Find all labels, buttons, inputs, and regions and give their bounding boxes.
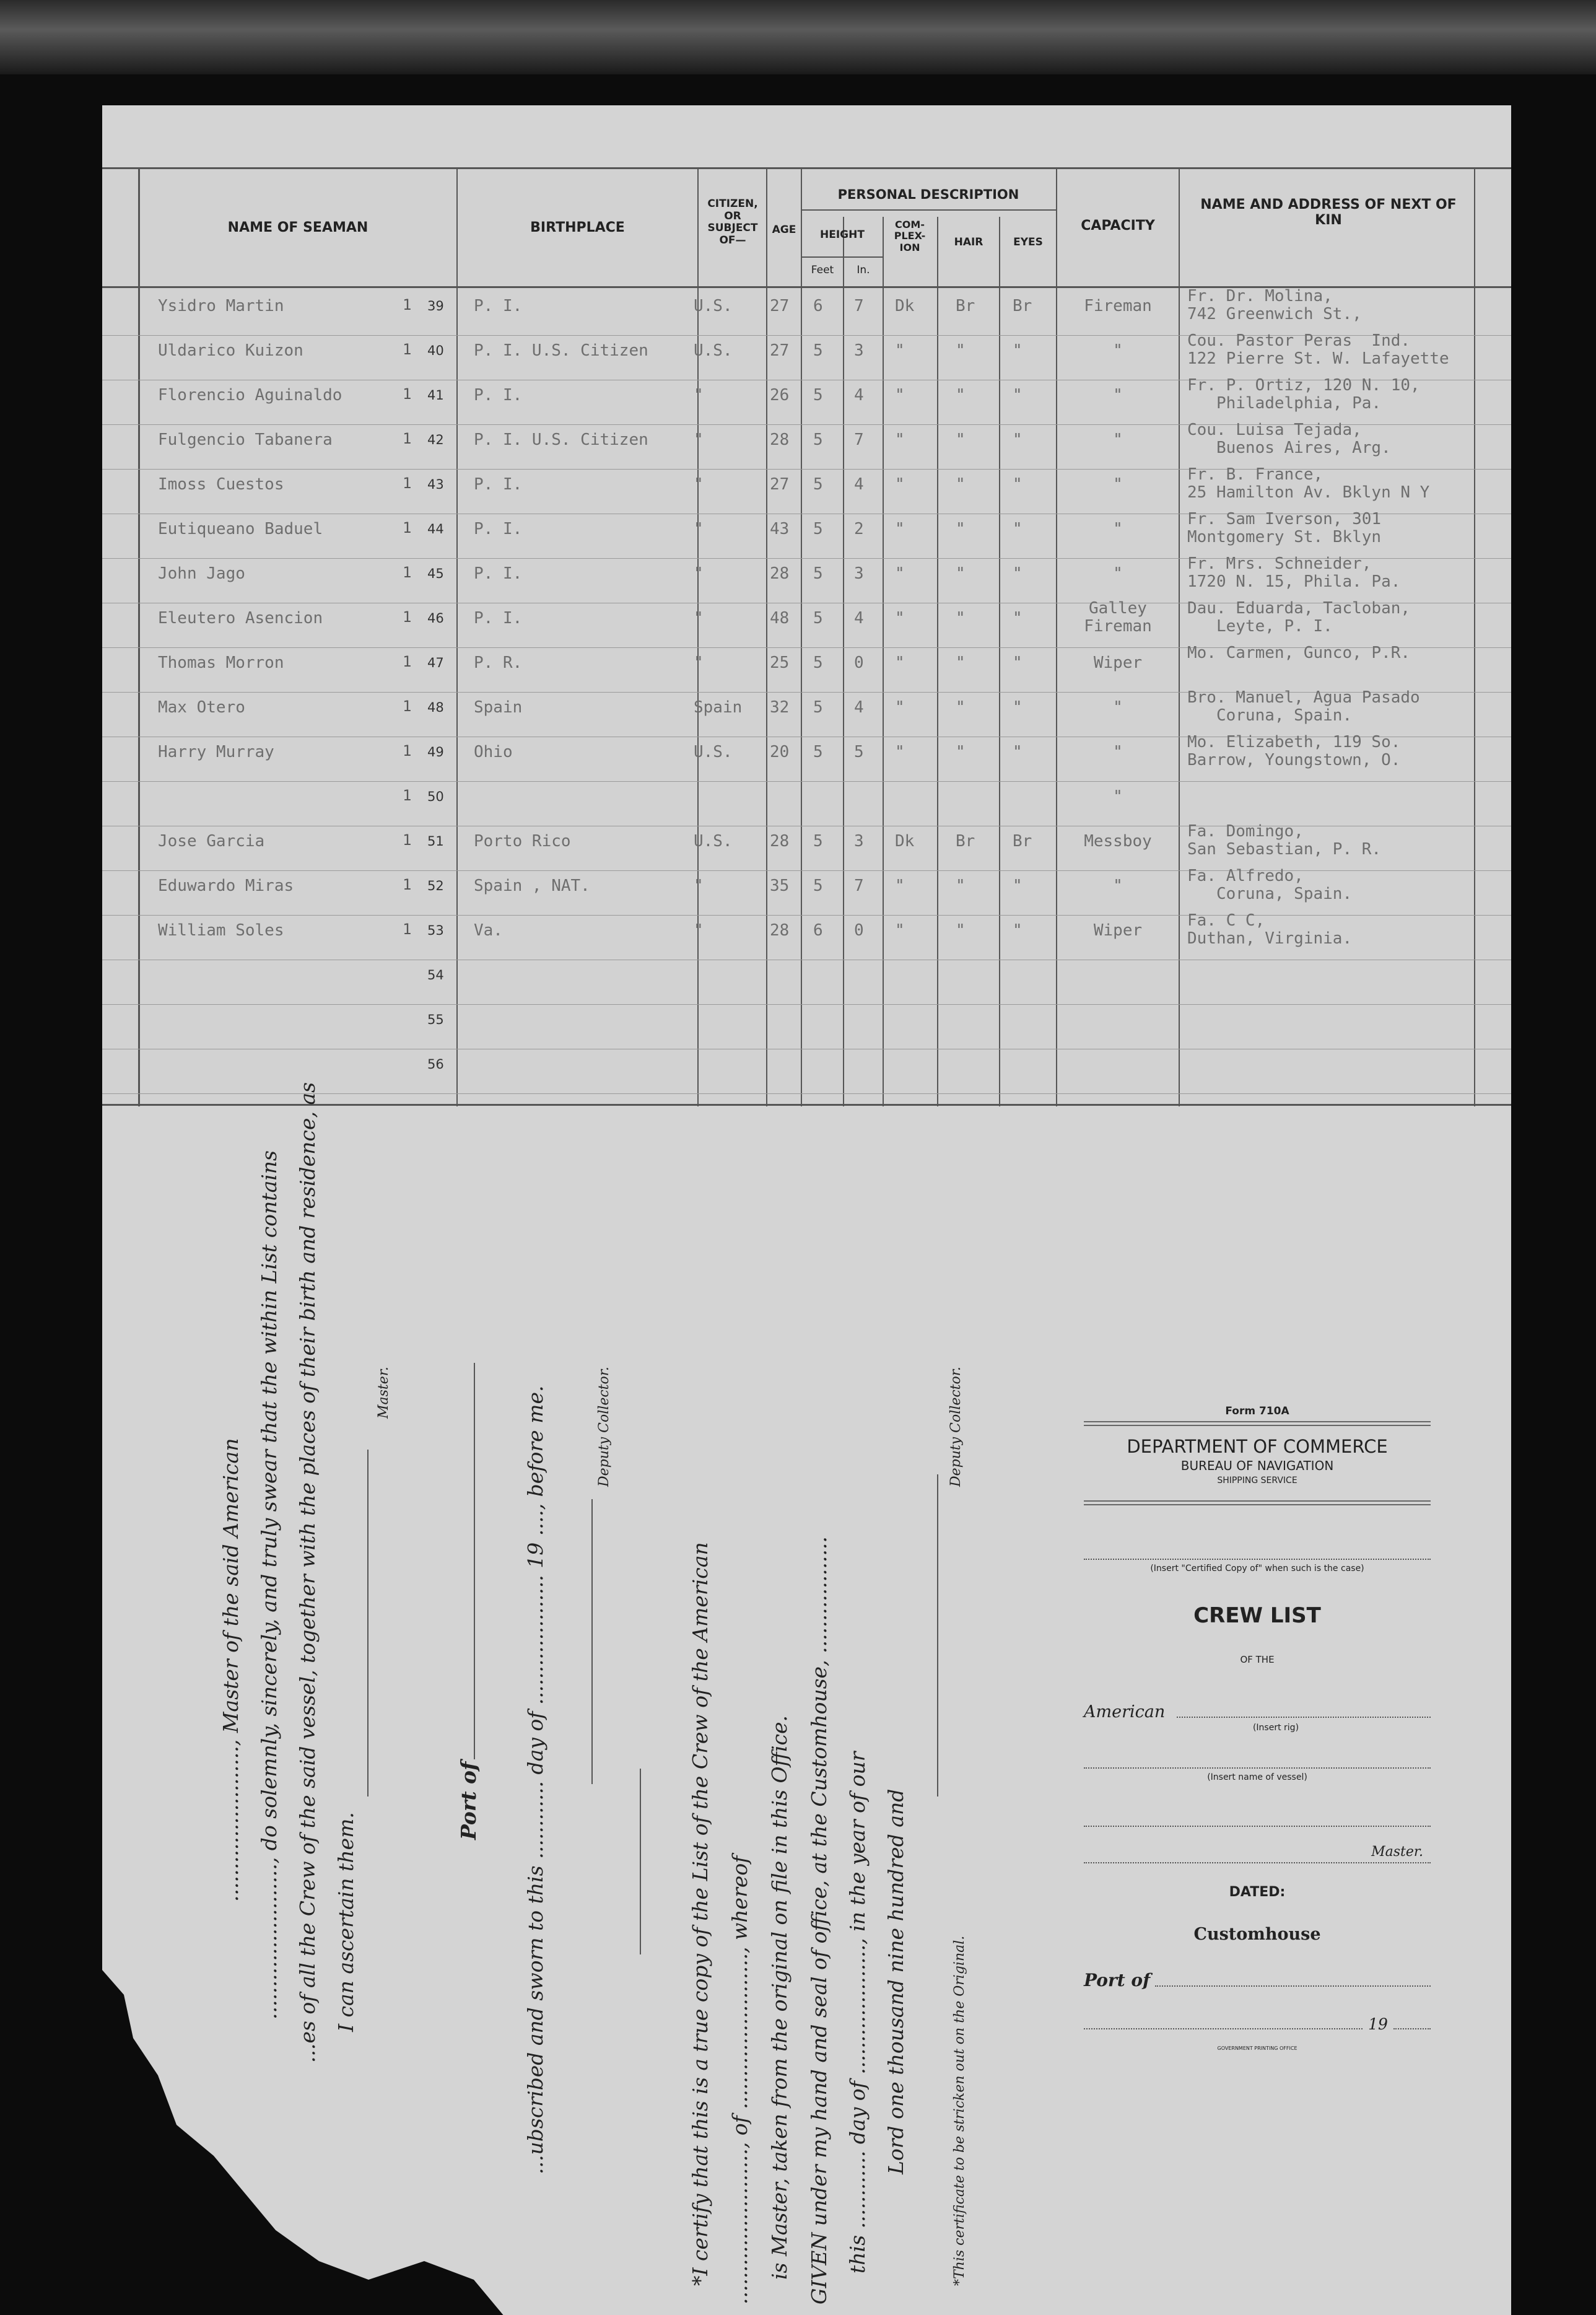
cell-feet: 5 — [813, 609, 823, 628]
cell-eyes: " — [1013, 877, 1023, 895]
cell-hair: " — [956, 475, 966, 494]
header-complexion: COM- PLEX- ION — [894, 219, 926, 253]
cell-capacity: " — [1113, 520, 1123, 538]
cell-hair: " — [956, 743, 966, 761]
cell-name: Florencio Aguinaldo — [158, 386, 342, 405]
cell-complexion: " — [895, 341, 905, 360]
oath-line-3: ...es of all the Crew of the said vessel, together with the places of their birth and residence, as — [295, 1082, 320, 2063]
cell-hair: " — [956, 877, 966, 895]
cell-number: 45 — [427, 566, 444, 581]
cell-capacity: Galley Fireman — [1084, 599, 1152, 636]
service-name: SHIPPING SERVICE — [1217, 1476, 1297, 1486]
insert-vessel-note: (Insert name of vessel) — [1207, 1772, 1307, 1782]
cell-age: 28 — [770, 431, 790, 449]
table-row — [102, 688, 1511, 736]
cell-age: 20 — [770, 743, 790, 761]
cell-next-of-kin: Fr. B. France, 25 Hamilton Av. Bklyn N Y — [1187, 465, 1430, 502]
oath-port-of: Port of — [456, 1761, 481, 1840]
cert-line-4: GIVEN under my hand and seal of office, at the Customhouse, .................. — [807, 1536, 831, 2304]
cert-line-1: *I certify that this is a true copy of the List of the Crew of the American — [688, 1542, 712, 2286]
cell-capacity: " — [1113, 564, 1123, 583]
cell-feet: 5 — [813, 341, 823, 360]
cell-one: 1 — [403, 385, 412, 403]
cell-hair: " — [956, 609, 966, 628]
header-name: NAME OF SEAMAN — [227, 220, 368, 235]
cell-complexion: " — [895, 431, 905, 449]
table-row — [102, 960, 1511, 1004]
cell-one: 1 — [403, 341, 412, 358]
cell-one: 1 — [403, 742, 412, 759]
cell-capacity: " — [1113, 787, 1123, 806]
oath-line-2: ........................, do solemnly, sincerely, and truly swear that the within List contains — [257, 1150, 281, 2020]
header-hair: HAIR — [954, 236, 983, 248]
cell-complexion: " — [895, 520, 905, 538]
header-feet: Feet — [811, 264, 834, 276]
cell-citizen: U.S. — [694, 832, 733, 851]
table-row — [102, 867, 1511, 914]
cell-age: 35 — [770, 877, 790, 895]
cert-line-2: ........................, of ........................, whereof — [728, 1855, 752, 2304]
cell-name: Uldarico Kuizon — [158, 341, 303, 360]
cell-capacity: Wiper — [1093, 654, 1143, 672]
table-row — [102, 554, 1511, 602]
cell-number: 48 — [427, 700, 444, 715]
cell-inches: 4 — [854, 698, 864, 717]
cell-next-of-kin: Fa. Alfredo, Coruna, Spain. — [1187, 867, 1353, 903]
year-label: 19 — [1368, 2015, 1388, 2033]
cell-citizen: U.S. — [694, 297, 733, 315]
table-row — [102, 421, 1511, 468]
cell-citizen: U.S. — [694, 743, 733, 761]
cell-feet: 5 — [813, 877, 823, 895]
cert-line-5: this ............ day of ...................., in the year of our — [845, 1751, 870, 2273]
table-row — [102, 287, 1511, 335]
table-row — [102, 822, 1511, 870]
cell-one: 1 — [403, 831, 412, 849]
cell-number: 41 — [427, 388, 444, 403]
cell-inches: 2 — [854, 520, 864, 538]
cell-number: 42 — [427, 432, 444, 447]
cell-number: 39 — [427, 299, 444, 313]
table-row — [102, 782, 1511, 825]
cell-one: 1 — [403, 653, 412, 670]
cell-feet: 6 — [813, 921, 823, 940]
cell-number: 49 — [427, 745, 444, 759]
master-field-label: Master. — [1371, 1844, 1423, 1860]
cell-one: 1 — [403, 564, 412, 581]
header-personal-description: PERSONAL DESCRIPTION — [837, 187, 1019, 202]
cell-age: 28 — [770, 832, 790, 851]
cell-capacity: " — [1113, 431, 1123, 449]
oath-line-4: I can ascertain them. — [334, 1812, 358, 2032]
table-row — [102, 1005, 1511, 1048]
insert-certified-note: (Insert "Certified Copy of" when such is the case) — [1150, 1564, 1364, 1573]
cell-next-of-kin: Cou. Luisa Tejada, Buenos Aires, Arg. — [1187, 421, 1391, 457]
cell-eyes: " — [1013, 654, 1023, 672]
cell-complexion: " — [895, 386, 905, 405]
cell-eyes: " — [1013, 921, 1023, 940]
cell-number: 40 — [427, 343, 444, 358]
cell-birthplace: P. I. — [474, 386, 523, 405]
cell-next-of-kin: Mo. Carmen, Gunco, P.R. — [1187, 644, 1411, 662]
cell-birthplace: Porto Rico — [474, 832, 571, 851]
dated-label: DATED: — [1229, 1884, 1286, 1900]
cell-inches: 4 — [854, 386, 864, 405]
cell-number: 53 — [427, 923, 444, 938]
cell-feet: 5 — [813, 386, 823, 405]
cell-complexion: Dk — [895, 832, 915, 851]
header-age: AGE — [772, 224, 796, 236]
form-cover — [1084, 1405, 1431, 2051]
cell-complexion: " — [895, 609, 905, 628]
cell-eyes: " — [1013, 386, 1023, 405]
of-the-label: OF THE — [1240, 1654, 1275, 1665]
printing-office: GOVERNMENT PRINTING OFFICE — [1217, 2046, 1297, 2051]
scanner-top-edge — [0, 0, 1596, 74]
cell-eyes: " — [1013, 564, 1023, 583]
cell-complexion: " — [895, 564, 905, 583]
cell-inches: 3 — [854, 564, 864, 583]
cell-complexion: " — [895, 698, 905, 717]
cell-feet: 5 — [813, 520, 823, 538]
cell-birthplace: Va. — [474, 921, 503, 940]
cell-one: 1 — [403, 921, 412, 938]
cell-number: 44 — [427, 522, 444, 536]
cell-age: 28 — [770, 921, 790, 940]
cell-hair: " — [956, 386, 966, 405]
header-eyes: EYES — [1013, 236, 1043, 248]
deputy-signature-line-1 — [591, 1499, 593, 1784]
table-row — [102, 911, 1511, 959]
cell-eyes: " — [1013, 743, 1023, 761]
cell-age: 27 — [770, 297, 790, 315]
cell-birthplace: P. I. — [474, 520, 523, 538]
cell-one: 1 — [403, 296, 412, 313]
cell-feet: 5 — [813, 832, 823, 851]
cell-complexion: " — [895, 743, 905, 761]
crew-table — [102, 167, 1511, 1106]
cell-age: 48 — [770, 609, 790, 628]
cell-hair: " — [956, 654, 966, 672]
cell-feet: 6 — [813, 297, 823, 315]
cell-citizen: " — [694, 475, 704, 494]
cell-hair: " — [956, 921, 966, 940]
cell-next-of-kin: Fr. P. Ortiz, 120 N. 10, Philadelphia, Pa. — [1187, 376, 1420, 413]
cell-capacity: " — [1113, 475, 1123, 494]
cell-name: Harry Murray — [158, 743, 274, 761]
cell-citizen: " — [694, 877, 704, 895]
table-row — [102, 733, 1511, 781]
cell-birthplace: P. I. U.S. Citizen — [474, 431, 648, 449]
cell-capacity: " — [1113, 386, 1123, 405]
header-inches: In. — [857, 264, 870, 276]
cell-number: 54 — [427, 968, 444, 982]
table-row — [102, 465, 1511, 513]
cell-name: John Jago — [158, 564, 245, 583]
cell-birthplace: P. I. — [474, 609, 523, 628]
cell-next-of-kin: Fr. Mrs. Schneider, 1720 N. 15, Phila. Pa. — [1187, 554, 1401, 591]
cell-eyes: " — [1013, 431, 1023, 449]
cell-citizen: " — [694, 386, 704, 405]
cell-inches: 0 — [854, 654, 864, 672]
cell-inches: 3 — [854, 341, 864, 360]
oath-line-1: ........................, Master of the said American — [219, 1438, 243, 1902]
port-of-line — [474, 1363, 475, 1759]
bureau-name: BUREAU OF NAVIGATION — [1180, 1458, 1334, 1473]
cell-age: 43 — [770, 520, 790, 538]
customhouse-label: Customhouse — [1193, 1925, 1321, 1944]
header-next-of-kin: NAME AND ADDRESS OF NEXT OF KIN — [1200, 197, 1457, 229]
cell-citizen: " — [694, 564, 704, 583]
cell-one: 1 — [403, 475, 412, 492]
cell-age: 26 — [770, 386, 790, 405]
cell-number: 52 — [427, 878, 444, 893]
cell-one: 1 — [403, 430, 412, 447]
cell-eyes: " — [1013, 341, 1023, 360]
cell-age: 28 — [770, 564, 790, 583]
cell-name: Eleutero Asencion — [158, 609, 323, 628]
cell-inches: 3 — [854, 832, 864, 851]
cell-birthplace: P. I. — [474, 475, 523, 494]
cell-inches: 4 — [854, 475, 864, 494]
cell-birthplace: P. I. — [474, 297, 523, 315]
cell-inches: 7 — [854, 297, 864, 315]
cell-citizen: " — [694, 431, 704, 449]
cell-hair: " — [956, 564, 966, 583]
cell-one: 1 — [403, 698, 412, 715]
cell-one: 1 — [403, 608, 412, 626]
cell-capacity: " — [1113, 877, 1123, 895]
cell-next-of-kin: Dau. Eduarda, Tacloban, Leyte, P. I. — [1187, 599, 1411, 636]
cert-line-3: is Master, taken from the original on file in this Office. — [767, 1715, 791, 2280]
cell-complexion: " — [895, 877, 905, 895]
header-citizen: CITIZEN, OR SUBJECT OF— — [707, 198, 758, 247]
cell-complexion: Dk — [895, 297, 915, 315]
cell-age: 27 — [770, 475, 790, 494]
cell-birthplace: P. R. — [474, 654, 523, 672]
cell-feet: 5 — [813, 564, 823, 583]
cell-next-of-kin: Cou. Pastor Peras Ind. 122 Pierre St. W. Lafayette — [1187, 331, 1449, 368]
header-height: HEIGHT — [820, 229, 865, 241]
cell-number: 56 — [427, 1057, 444, 1072]
cell-name: Imoss Cuestos — [158, 475, 284, 494]
cell-complexion: " — [895, 475, 905, 494]
cell-next-of-kin: Fa. Domingo, San Sebastian, P. R. — [1187, 822, 1382, 859]
deputy-label-1: Deputy Collector. — [596, 1367, 612, 1487]
cell-name: William Soles — [158, 921, 284, 940]
cell-eyes: Br — [1013, 832, 1032, 851]
cell-name: Ysidro Martin — [158, 297, 284, 315]
cell-birthplace: P. I. U.S. Citizen — [474, 341, 648, 360]
cell-one: 1 — [403, 519, 412, 536]
cell-complexion: " — [895, 654, 905, 672]
cell-eyes: " — [1013, 475, 1023, 494]
american-label: American — [1084, 1702, 1166, 1722]
divider — [640, 1769, 641, 1954]
cell-inches: 4 — [854, 609, 864, 628]
cert-footnote: *This certificate to be stricken out on the Original. — [952, 1935, 967, 2286]
cell-eyes: " — [1013, 609, 1023, 628]
cell-birthplace: P. I. — [474, 564, 523, 583]
cell-hair: Br — [956, 832, 975, 851]
cell-number: 46 — [427, 611, 444, 626]
cell-capacity: Messboy — [1084, 832, 1152, 851]
cell-eyes: " — [1013, 698, 1023, 717]
table-row — [102, 376, 1511, 424]
cell-next-of-kin: Bro. Manuel, Agua Pasado Coruna, Spain. — [1187, 688, 1420, 725]
cell-inches: 0 — [854, 921, 864, 940]
master-signature-line — [367, 1450, 368, 1796]
cell-hair: " — [956, 698, 966, 717]
cell-next-of-kin: Fa. C C, Duthan, Virginia. — [1187, 911, 1353, 948]
cell-number: 47 — [427, 655, 444, 670]
cell-number: 50 — [427, 789, 444, 804]
cell-number: 51 — [427, 834, 444, 849]
cell-capacity: " — [1113, 743, 1123, 761]
cell-age: 32 — [770, 698, 790, 717]
insert-rig-note: (Insert rig) — [1252, 1723, 1299, 1733]
cell-birthplace: Spain — [474, 698, 523, 717]
header-capacity: CAPACITY — [1081, 218, 1155, 234]
cell-capacity: " — [1113, 698, 1123, 717]
cell-name: Eduwardo Miras — [158, 877, 294, 895]
cell-name: Max Otero — [158, 698, 245, 717]
cell-hair: Br — [956, 297, 975, 315]
department-name: DEPARTMENT OF COMMERCE — [1127, 1436, 1388, 1457]
cell-capacity: Wiper — [1093, 921, 1143, 940]
deputy-signature-line-2 — [937, 1474, 938, 1796]
cell-citizen: " — [694, 609, 704, 628]
crew-list-title: CREW LIST — [1193, 1603, 1321, 1628]
table-row — [102, 510, 1511, 558]
cell-capacity: Fireman — [1084, 297, 1152, 315]
cell-number: 55 — [427, 1012, 444, 1027]
cell-name: Eutiqueano Baduel — [158, 520, 323, 538]
cell-name: Thomas Morron — [158, 654, 284, 672]
cell-capacity: " — [1113, 341, 1123, 360]
cert-line-6: Lord one thousand nine hundred and — [884, 1788, 908, 2174]
cell-birthplace: Spain , NAT. — [474, 877, 590, 895]
cell-feet: 5 — [813, 475, 823, 494]
crew-list-sheet — [102, 105, 1511, 2315]
table-row — [102, 331, 1511, 379]
cell-hair: " — [956, 341, 966, 360]
deputy-label-2: Deputy Collector. — [948, 1367, 964, 1487]
cell-feet: 5 — [813, 431, 823, 449]
cell-citizen: Spain — [694, 698, 743, 717]
cell-citizen: U.S. — [694, 341, 733, 360]
master-label: Master. — [376, 1367, 391, 1419]
table-row — [102, 644, 1511, 691]
cell-next-of-kin: Mo. Elizabeth, 119 So. Barrow, Youngstown, O. — [1187, 733, 1401, 769]
cell-citizen: " — [694, 921, 704, 940]
oath-sworn: ...ubscribed and sworn to this ............ day of .................... 19 ...., before me. — [523, 1385, 547, 2174]
cell-feet: 5 — [813, 743, 823, 761]
cell-name: Fulgencio Tabanera — [158, 431, 333, 449]
header-birthplace: BIRTHPLACE — [530, 220, 625, 235]
cell-complexion: " — [895, 921, 905, 940]
cell-hair: " — [956, 520, 966, 538]
cell-inches: 5 — [854, 743, 864, 761]
cell-citizen: " — [694, 654, 704, 672]
cell-next-of-kin: Fr. Sam Iverson, 301 Montgomery St. Bklyn — [1187, 510, 1382, 546]
cell-one: 1 — [403, 876, 412, 893]
cell-one: 1 — [403, 787, 412, 804]
table-row — [102, 599, 1511, 647]
form-number: Form 710A — [1225, 1405, 1289, 1417]
cell-name: Jose Garcia — [158, 832, 265, 851]
cell-feet: 5 — [813, 654, 823, 672]
cell-inches: 7 — [854, 431, 864, 449]
torn-paper-edge — [102, 1970, 660, 2315]
cell-birthplace: Ohio — [474, 743, 513, 761]
cell-hair: " — [956, 431, 966, 449]
cell-inches: 7 — [854, 877, 864, 895]
port-of-label: Port of — [1084, 1970, 1151, 1990]
cell-age: 27 — [770, 341, 790, 360]
cell-next-of-kin: Fr. Dr. Molina, 742 Greenwich St., — [1187, 287, 1362, 323]
cell-eyes: " — [1013, 520, 1023, 538]
cell-age: 25 — [770, 654, 790, 672]
cell-citizen: " — [694, 520, 704, 538]
cell-feet: 5 — [813, 698, 823, 717]
cell-number: 43 — [427, 477, 444, 492]
cell-eyes: Br — [1013, 297, 1032, 315]
